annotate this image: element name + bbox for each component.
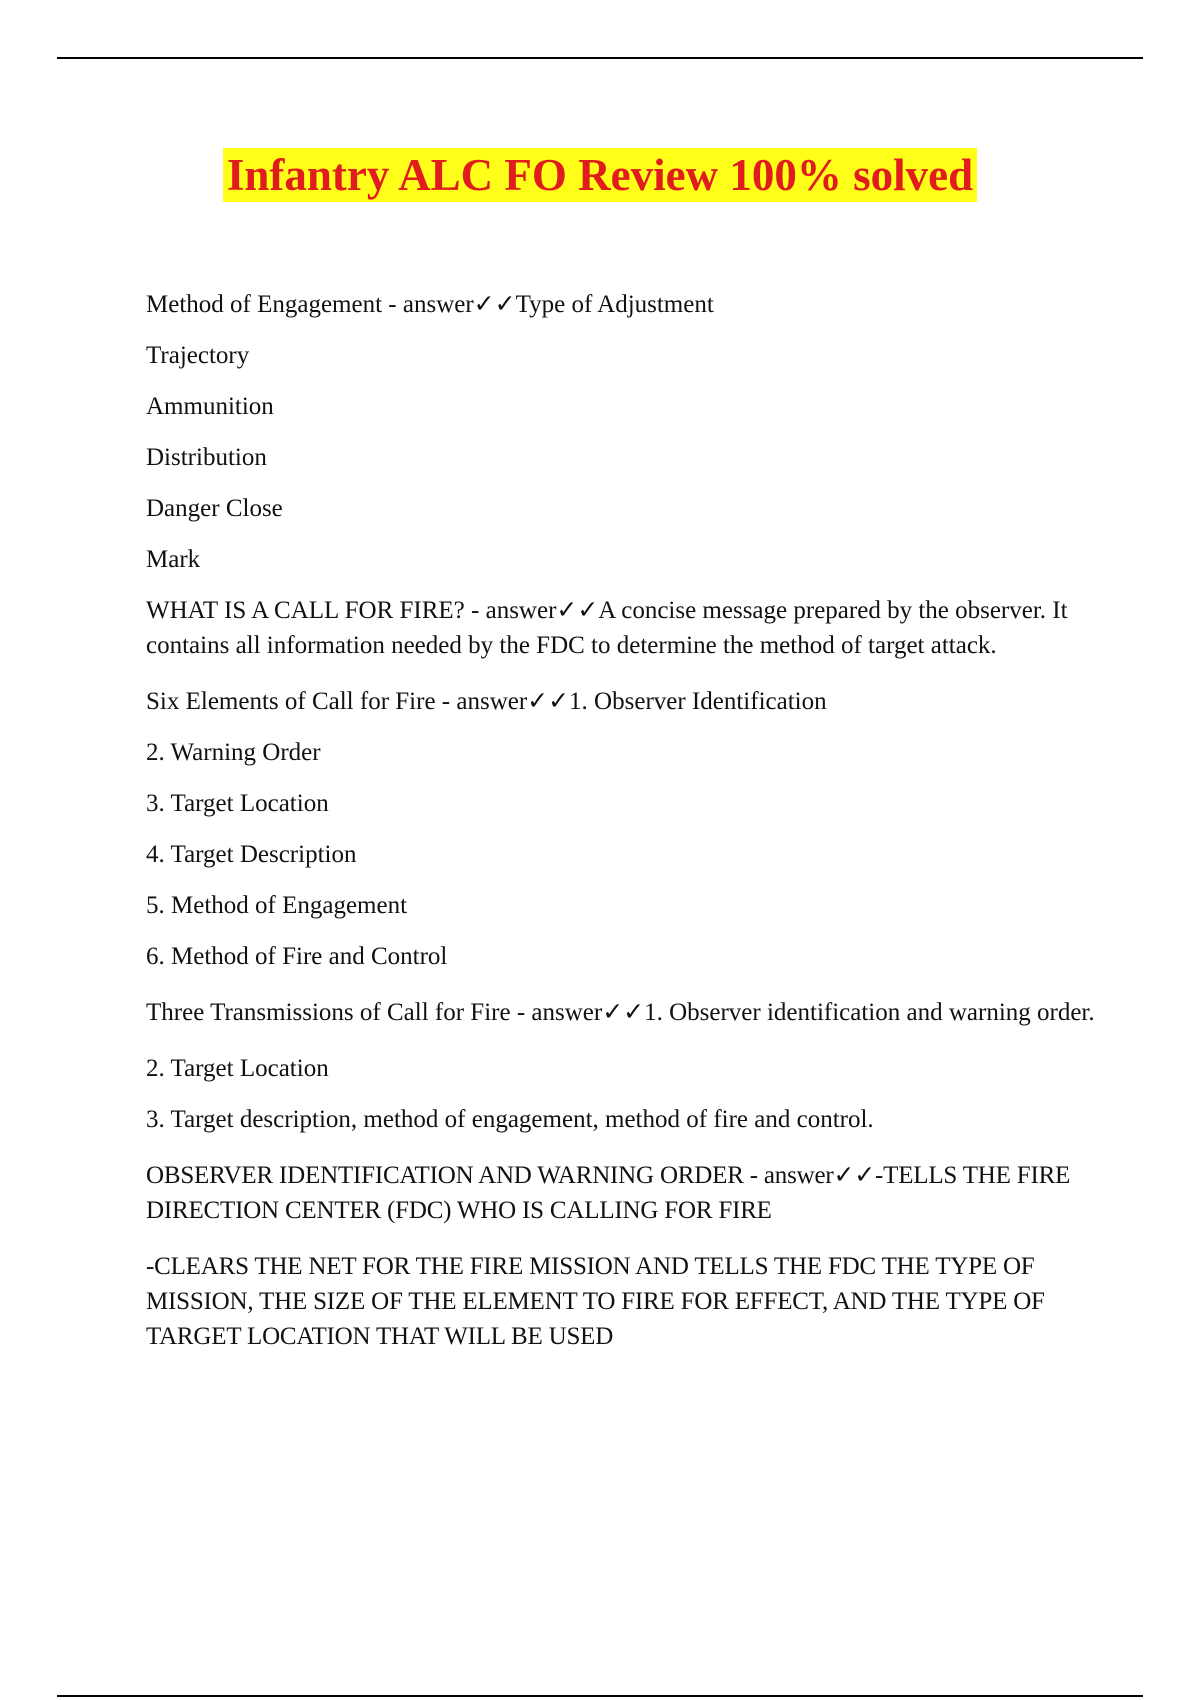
text-paragraph: WHAT IS A CALL FOR FIRE? - answer✓✓A concise message prepared by the observer. It contains all information needed by the FDC to determine the method of target attack. — [146, 597, 1068, 659]
document-body — [146, 287, 1096, 1375]
text-line: 2. Warning Order — [146, 739, 321, 766]
text-line: Mark — [146, 546, 201, 573]
title-block — [0, 148, 1200, 202]
text-line: 2. Target Location — [146, 1055, 329, 1082]
text-paragraph: Three Transmissions of Call for Fire - answer✓✓1. Observer identification and warning order. — [146, 999, 1095, 1026]
text-line: Danger Close — [146, 495, 283, 522]
text-line: Ammunition — [146, 393, 274, 420]
text-line: Trajectory — [146, 342, 250, 369]
text-line: 6. Method of Fire and Control — [146, 943, 448, 970]
text-line: 3. Target Location — [146, 790, 329, 817]
text-line: Method of Engagement - answer✓✓Type of Adjustment — [146, 291, 714, 318]
text-line: 5. Method of Engagement — [146, 892, 408, 919]
text-line: 3. Target description, method of engagement, method of fire and control. — [146, 1106, 874, 1133]
text-line: Six Elements of Call for Fire - answer✓✓1. Observer Identification — [146, 688, 827, 715]
text-paragraph: -CLEARS THE NET FOR THE FIRE MISSION AND TELLS THE FDC THE TYPE OF MISSION, THE SIZE OF THE ELEMENT TO FIRE FOR EFFECT, AND THE TYPE OF TARGET LOCATION THAT WILL BE USED — [146, 1253, 1045, 1350]
top-rule — [57, 57, 1143, 59]
bottom-rule — [57, 1695, 1143, 1697]
text-line: Distribution — [146, 444, 267, 471]
document-title: Infantry ALC FO Review 100% solved — [223, 148, 977, 202]
text-line: 4. Target Description — [146, 841, 357, 868]
text-paragraph: OBSERVER IDENTIFICATION AND WARNING ORDER - answer✓✓-TELLS THE FIRE DIRECTION CENTER (FDC) WHO IS CALLING FOR FIRE — [146, 1162, 1071, 1224]
